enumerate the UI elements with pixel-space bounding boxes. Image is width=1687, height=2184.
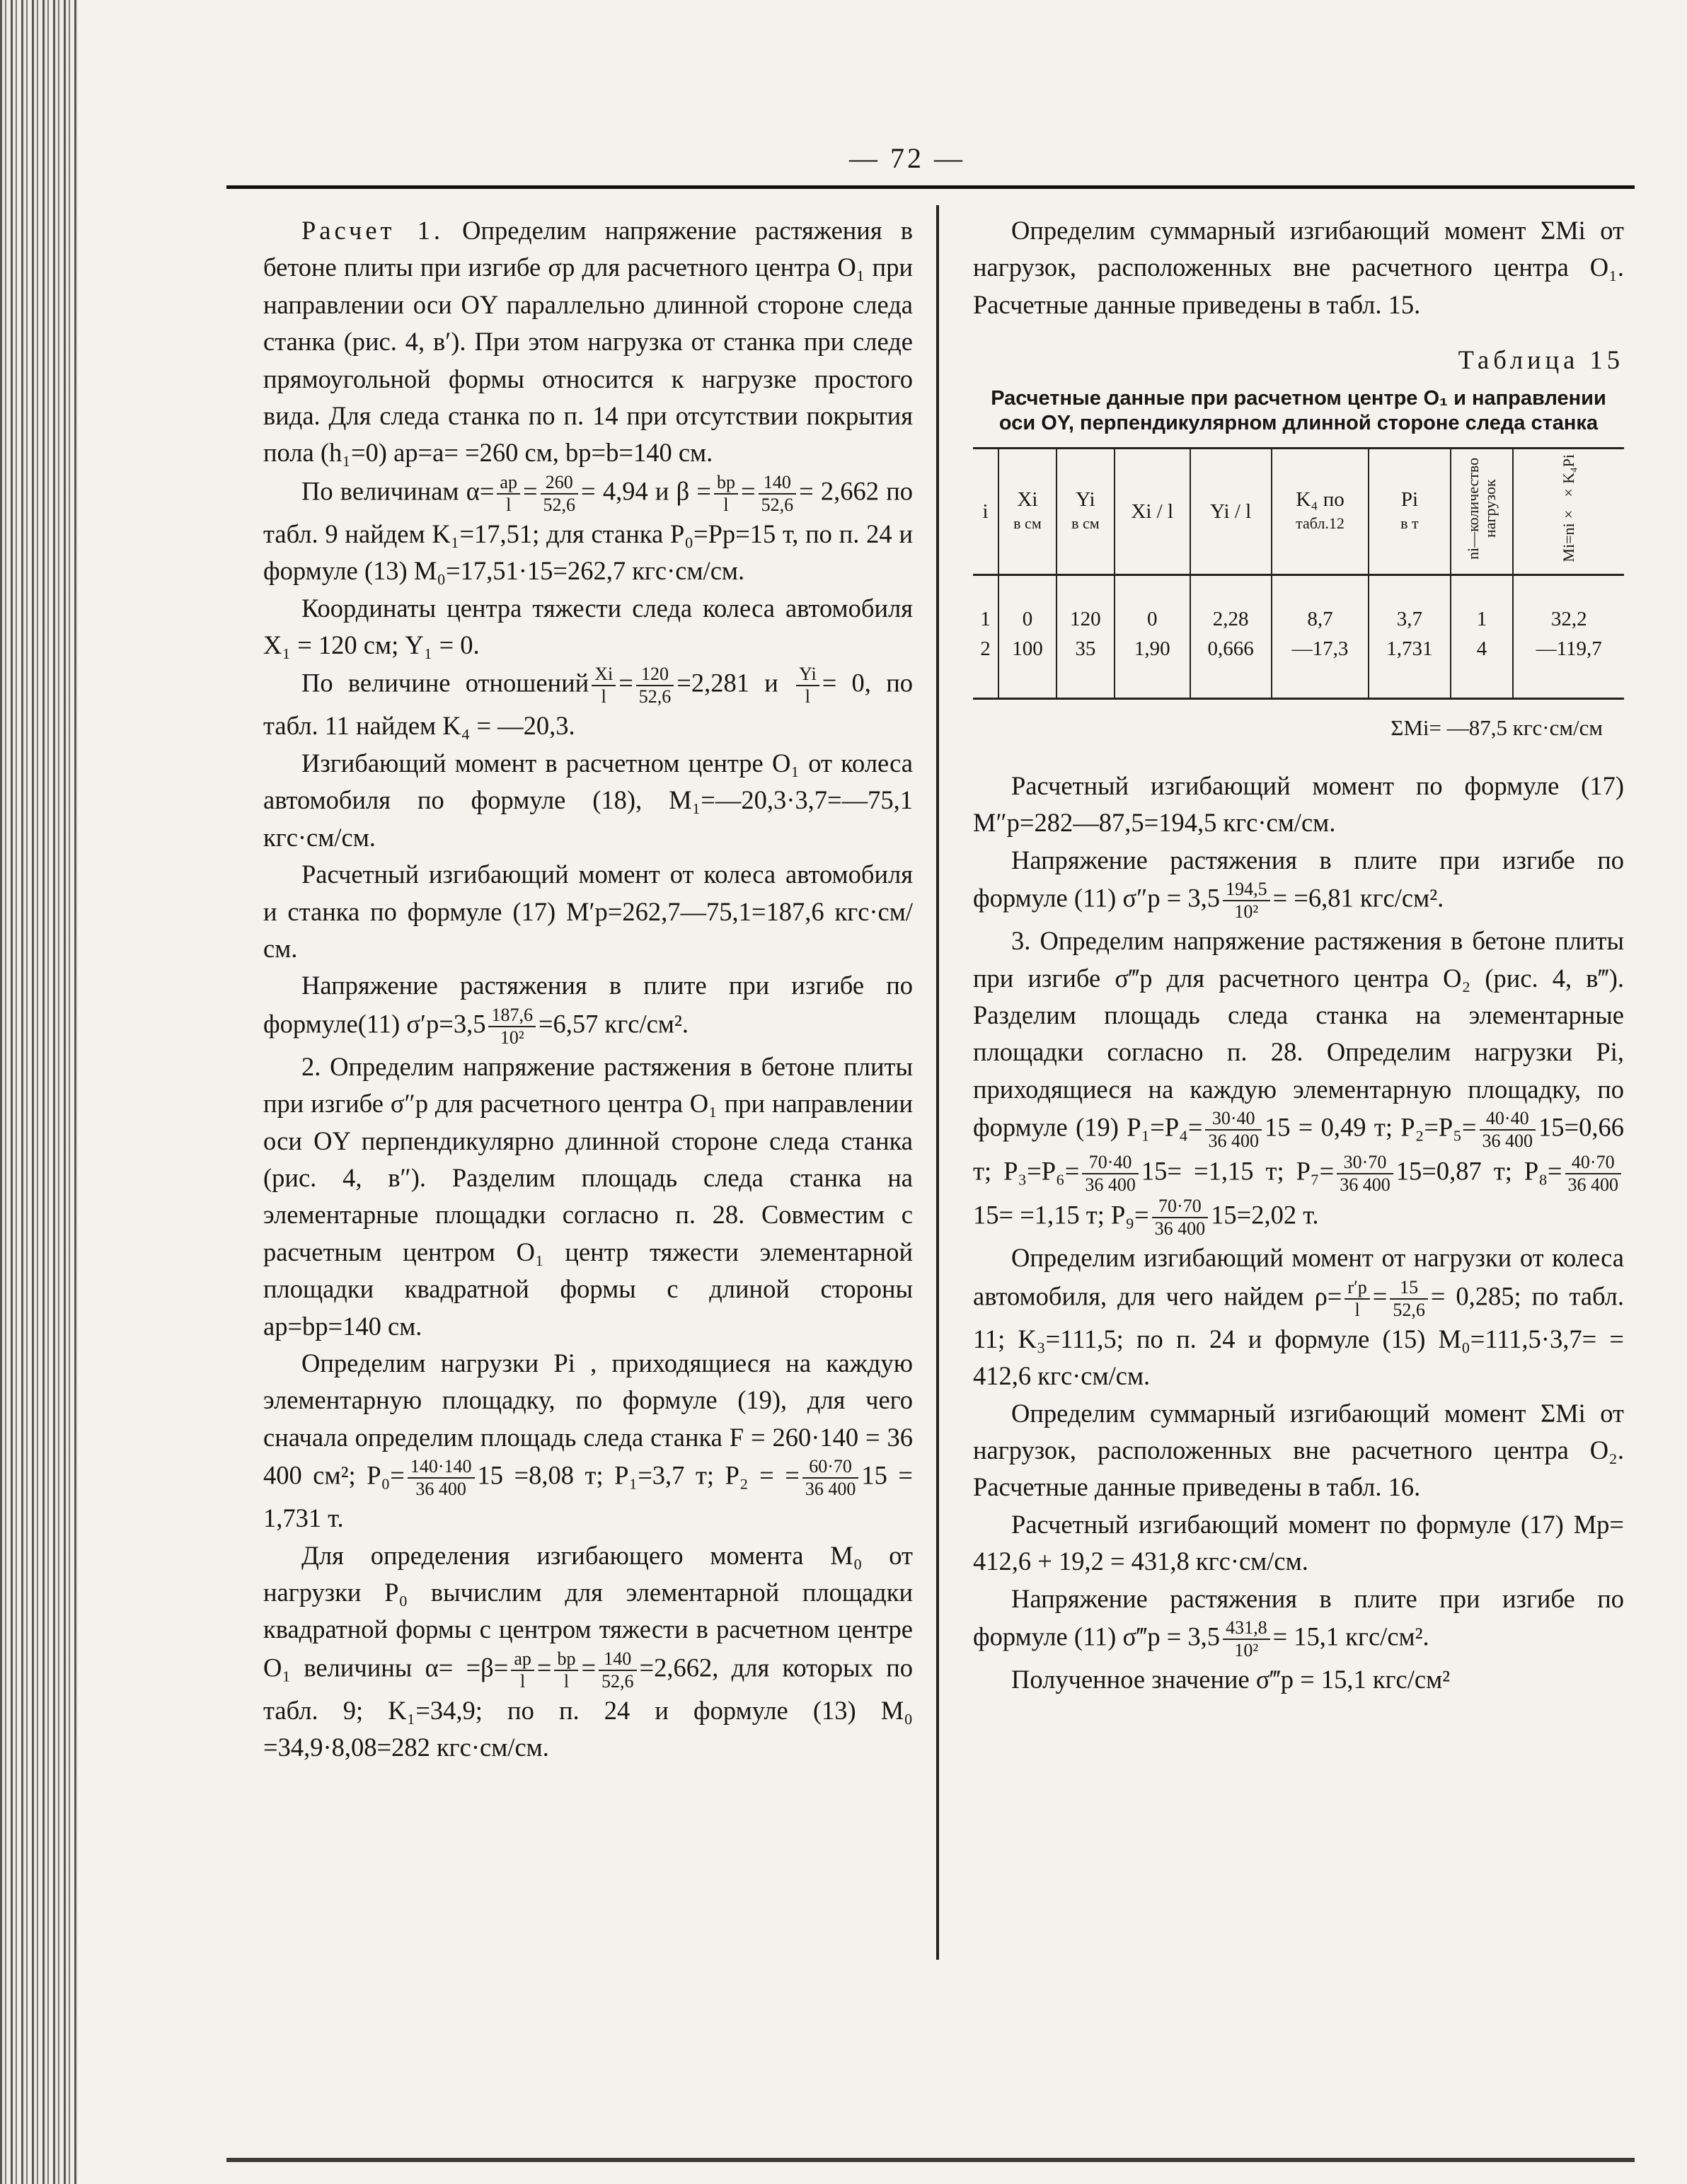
header-cell: ni—количество нагрузок bbox=[1451, 448, 1514, 574]
fraction: $\frac{187,6}{\text{10²}}$ bbox=[488, 1005, 536, 1048]
fraction: $\frac{70\cdot 40}{36 400}$ bbox=[1082, 1152, 1139, 1196]
data-table bbox=[973, 447, 1624, 700]
table-cell: —17,3 bbox=[1272, 634, 1369, 699]
table-title: Расчетные данные при расчетном центре O₁ и направлении оси OY, перпендикулярном длинной стороне следа станка bbox=[991, 386, 1606, 434]
paragraph: Определим суммарный изгибающий момент ΣMi от нагрузок, расположенных вне расчетного центра O₂. Расчетные данные приведены в табл. 16. bbox=[973, 1398, 1624, 1502]
paragraph: Напряжение растяжения в плите при изгибе по формуле(11) σ′р=3,5 $\frac{187,6}{\text{10²}}$ =6,57 кгс/см². bbox=[263, 971, 913, 1048]
left-column bbox=[263, 212, 913, 1767]
paragraph: Расчетный изгибающий момент от колеса автомобиля и станка по формуле (17) M′р=262,7—75,1=187,6 кгс·см/см. bbox=[263, 860, 913, 963]
table-header-row bbox=[973, 448, 1624, 574]
paragraph: Изгибающий момент в расчетном центре O₁ от колеса автомобиля по формуле (18), M₁=—20,3·3,7=—75,1 кгс·см/см. bbox=[263, 748, 913, 852]
table-cell: 1,731 bbox=[1369, 634, 1450, 699]
fraction: $\frac{70\cdot 70}{36 400}$ bbox=[1152, 1196, 1209, 1240]
paragraph: Расчетный изгибающий момент по формуле (17) M″р=282—87,5=194,5 кгс·см/см. bbox=[973, 771, 1624, 838]
table-cell: 100 bbox=[998, 634, 1056, 699]
table-caption: Таблица 15 bbox=[1458, 345, 1624, 375]
paragraph: Координаты центра тяжести следа колеса автомобиля X₁ = 120 см; Y₁ = 0. bbox=[263, 593, 913, 660]
table-cell: 0 bbox=[1115, 574, 1190, 634]
table-cell: 2,28 bbox=[1190, 574, 1272, 634]
table-cell: 1,90 bbox=[1115, 634, 1190, 699]
paragraph: Определим нагрузки Pi , приходящиеся на каждую элементарную площадку, по формуле (19), для чего сначала определим площадь следа станка F = 260·140 = 36 400 см²; P₀= $\frac{140\cdot 140}{36 400}$ 15 =8,08 т; P₁=3,7 т; P₂ = = $\frac{60\cdot 70}{36 400}$ 15 = 1,731 т. bbox=[263, 1348, 913, 1533]
fraction: $\frac{30\cdot 40}{36 400}$ bbox=[1205, 1108, 1262, 1152]
table-cell: 2 bbox=[980, 637, 991, 660]
fraction: $\frac{bр}{l}$ bbox=[554, 1648, 578, 1692]
header-cell: i bbox=[982, 499, 989, 523]
fraction: $\frac{Xi}{l}$ bbox=[592, 664, 616, 707]
table-cell: 0,666 bbox=[1190, 634, 1272, 699]
fraction: $\frac{r'р}{l}$ bbox=[1345, 1277, 1369, 1321]
table-row bbox=[973, 574, 1624, 634]
paragraph: Расчетный изгибающий момент по формуле (17) Mр= 412,6 + 19,2 = 431,8 кгс·см/см. bbox=[973, 1509, 1624, 1576]
paragraph: Напряжение растяжения в плите при изгибе по формуле (11) σ″р = 3,5 $\frac{194,5}{\text{10²}}$ = =6,81 кгс/см². bbox=[973, 845, 1624, 923]
fraction: $\frac{aр}{l}$ bbox=[511, 1648, 534, 1692]
fraction: $\frac{120}{52,6}$ bbox=[636, 664, 674, 707]
calc-heading: Расчет 1. bbox=[301, 216, 444, 245]
paragraph: Полученное значение σ‴р = 15,1 кгс/см² bbox=[1011, 1664, 1451, 1694]
fraction: $\frac{260}{52,6}$ bbox=[541, 472, 579, 516]
fraction: $\frac{431,8}{\text{10²}}$ bbox=[1223, 1617, 1270, 1661]
header-cell: Yi / l bbox=[1190, 448, 1272, 574]
fraction: $\frac{40\cdot 70}{36 400}$ bbox=[1565, 1152, 1622, 1196]
column-divider bbox=[936, 205, 939, 1960]
fraction: $\frac{140\cdot 140}{36 400}$ bbox=[408, 1456, 475, 1500]
table-cell: 4 bbox=[1451, 634, 1514, 699]
header-cell: K₄ по табл.12 bbox=[1272, 448, 1369, 574]
table-cell: 1 bbox=[1451, 574, 1514, 634]
paragraph: По величине отношений $\frac{Xi}{l}$ = $\frac{120}{52,6}$ =2,281 и $\frac{Yi}{l}$ = 0, по табл. 11 найдем K₄ = —20,3. bbox=[263, 664, 913, 741]
fraction: $\frac{140}{52,6}$ bbox=[759, 472, 797, 516]
fraction: $\frac{30\cdot 70}{36 400}$ bbox=[1337, 1152, 1393, 1196]
header-cell: Yi в см bbox=[1056, 448, 1115, 574]
fraction: $\frac{140}{52,6}$ bbox=[599, 1648, 637, 1692]
table-cell: 3,7 bbox=[1369, 574, 1450, 634]
paragraph: По величинам α= $\frac{aр}{l}$ = $\frac{260}{52,6}$ = 4,94 и β = $\frac{bр}{l}$ = $\frac{140}{52,6}$ = 2,662 по табл. 9 найдем K₁=17,51; для станка P₀=Pр=15 т, по п. 24 и формуле (13) M₀=17,51·15=262,7 кгс·см/см. bbox=[263, 471, 913, 586]
paragraph: 3. Определим напряжение растяжения в бетоне плиты при изгибе σ‴р для расчетного центра O₂ (рис. 4, в‴). Разделим площадь следа станка на элементарные площадки согласно п. 28. Определим нагрузки Pi, приходящиеся на каждую элементарную площадку, по формуле (19) P₁=P₄= $\frac{30\cdot 40}{36 400}$ 15 = 0,49 т; P₂=P₅= $\frac{40\cdot 40}{36 400}$ 15=0,66 т; P₃=P₆= $\frac{70\cdot 40}{36 400}$ 15= =1,15 т; P₇= $\frac{30\cdot 70}{36 400}$ 15=0,87 т; P₈= $\frac{40\cdot 70}{36 400}$ 15= =1,15 т; P₉= $\frac{70\cdot 70}{36 400}$ 15=2,02 т. bbox=[973, 926, 1624, 1240]
header-cell: Xi / l bbox=[1115, 448, 1190, 574]
paragraph: Для определения изгибающего момента M₀ от нагрузки P₀ вычислим для элементарной площадки квадратной формы с центром тяжести в расчетном центре O₁ величины α= =β= $\frac{aр}{l}$ = $\frac{bр}{l}$ = $\frac{140}{52,6}$ =2,662, для которых по табл. 9; K₁=34,9; по п. 24 и формуле (13) M₀ =34,9·8,08=282 кгс·см/см. bbox=[263, 1540, 913, 1762]
table-cell: 1 bbox=[980, 607, 991, 630]
table-cell: —119,7 bbox=[1513, 634, 1624, 699]
fraction: $\frac{194,5}{\text{10²}}$ bbox=[1223, 879, 1270, 923]
fraction: $\frac{bр}{l}$ bbox=[714, 472, 738, 516]
table-cell: 0 bbox=[998, 574, 1056, 634]
right-column bbox=[973, 212, 1624, 1698]
fraction: $\frac{40\cdot 40}{36 400}$ bbox=[1480, 1108, 1536, 1152]
paragraph: Определим изгибающий момент от нагрузки от колеса автомобиля, для чего найдем ρ= $\frac{r'р}{l}$ = $\frac{15}{52,6}$ = 0,285; по табл. 11; K₃=111,5; по п. 24 и формуле (15) M₀=111,5·3,7= = 412,6 кгс·см/см. bbox=[973, 1243, 1625, 1391]
paragraph: 2. Определим напряжение растяжения в бетоне плиты при изгибе σ″р для расчетного центра O₁ при направлении оси OY перпендикулярно длинной стороне следа станка (рис. 4, в″). Разделим площадь следа станка на элементарные площадки согласно п. 28. Совместим с расчетным центром O₁ центр тяжести элементарной площадки квадратной формы с длиной стороны aр=bр=140 см. bbox=[263, 1051, 913, 1341]
header-cell: Mi=ni× ×K₄Pi bbox=[1513, 448, 1624, 574]
table-row bbox=[973, 634, 1624, 699]
fraction: $\frac{60\cdot 70}{36 400}$ bbox=[802, 1456, 859, 1500]
page-number: — 72 — bbox=[849, 142, 965, 174]
table-sum: ΣMi= —87,5 кгс·см/см bbox=[1391, 715, 1603, 740]
fraction: $\frac{15}{52,6}$ bbox=[1390, 1277, 1428, 1321]
fraction: $\frac{aр}{l}$ bbox=[497, 472, 520, 516]
paragraph: Напряжение растяжения в плите при изгибе по формуле (11) σ‴р = 3,5 $\frac{431,8}{\text{10²}}$ = 15,1 кгс/см². bbox=[973, 1583, 1624, 1660]
table-cell: 32,2 bbox=[1513, 574, 1624, 634]
scan-binding-edge bbox=[0, 0, 78, 2184]
paragraph: Определим суммарный изгибающий момент ΣMi от нагрузок, расположенных вне расчетного центра O₁. Расчетные данные приведены в табл. 15. bbox=[973, 216, 1624, 319]
table-cell: 8,7 bbox=[1272, 574, 1369, 634]
header-rule bbox=[226, 185, 1635, 189]
header-cell: Pi в т bbox=[1369, 448, 1450, 574]
table-cell: 120 bbox=[1056, 574, 1115, 634]
footer-scan-rule bbox=[226, 2158, 1635, 2162]
header-cell: Xi в см bbox=[998, 448, 1056, 574]
fraction: $\frac{Yi}{l}$ bbox=[796, 664, 819, 707]
paragraph: Расчет 1. Определим напряжение растяжения в бетоне плиты при изгибе σр для расчетного центра O₁ при направлении оси OY параллельно длинной стороне следа станка (рис. 4, в′). При этом нагрузка от станка при следе прямоугольной формы относится к нагрузке простого вида. Для следа станка по п. 14 при отсутствии покрытия пола (h₁=0) aр=a= =260 см, bр=b=140 см. bbox=[263, 216, 913, 468]
table-cell: 35 bbox=[1056, 634, 1115, 699]
